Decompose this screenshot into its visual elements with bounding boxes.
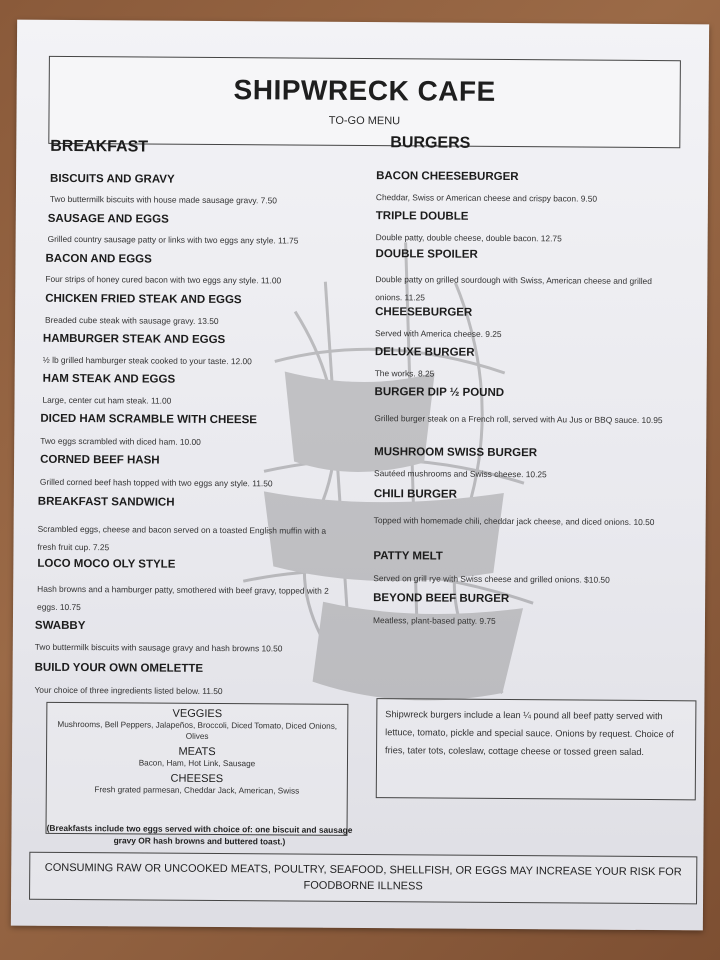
item-name: CHILI BURGER (373, 488, 457, 501)
item-name: BEYOND BEEF BURGER (373, 592, 510, 606)
title-box (48, 56, 681, 148)
item-desc: Double patty, double cheese, double bacon. 12.75 (375, 232, 562, 244)
burger-info-box (376, 698, 697, 800)
cheeses-list: Fresh grated parmesan, Cheddar Jack, American, Swiss (94, 785, 300, 796)
item-desc: ½ lb grilled hamburger steak cooked to your taste. 12.00 (42, 354, 252, 367)
burgers-column (376, 134, 696, 154)
item-name: CHICKEN FRIED STEAK AND EGGS (45, 292, 242, 307)
item-name: BURGER DIP ½ POUND (374, 386, 505, 400)
item-name: BUILD YOUR OWN OMELETTE (34, 661, 204, 675)
item-desc: Two eggs scrambled with diced ham. 10.00 (40, 435, 201, 447)
item-desc: The works. 8.25 (374, 368, 435, 379)
item-name: CORNED BEEF HASH (40, 453, 160, 467)
item-name: BISCUITS AND GRAVY (50, 172, 175, 186)
item-desc: Hash browns and a hamburger patty, smothered with beef gravy, topped with 2 eggs. 10.75 (37, 583, 329, 613)
item-desc: Four strips of honey cured bacon with two eggs any style. 11.00 (45, 273, 282, 286)
warning-text: CONSUMING RAW OR UNCOOKED MEATS, POULTRY, SEAFOOD, SHELLFISH, OR EGGS MAY INCREASE YOUR RISK FOR FOODBORNE ILLNESS (44, 861, 682, 893)
cheeses-heading: CHEESES (170, 772, 224, 786)
breakfast-item (50, 173, 175, 186)
item-desc: Your choice of three ingredients listed below. 11.50 (34, 684, 223, 697)
menu-paper (11, 20, 709, 931)
item-name: MUSHROOM SWISS BURGER (374, 446, 538, 460)
omelette-ingredients-box (45, 702, 348, 836)
veggies-list: Mushrooms, Bell Peppers, Jalapeños, Broccoli, Diced Tomato, Diced Onions, Olives (57, 719, 338, 741)
item-desc: Grilled burger steak on a French roll, served with Au Jus or BBQ sauce. 10.95 (374, 413, 663, 426)
item-name: CHEESEBURGER (375, 306, 473, 319)
item-name: HAMBURGER STEAK AND EGGS (42, 332, 226, 347)
item-name: SWABBY (34, 619, 86, 633)
item-name: LOCO MOCO OLY STYLE (37, 557, 176, 571)
item-desc: Two buttermilk biscuits with sausage gravy and hash browns 10.50 (34, 641, 283, 654)
item-name: BACON CHEESEBURGER (376, 170, 519, 184)
item-desc: Cheddar, Swiss or American cheese and crispy bacon. 9.50 (375, 192, 598, 204)
page-subtitle: TO-GO MENU (328, 114, 401, 128)
item-desc: Grilled country sausage patty or links with two eggs any style. 11.75 (47, 233, 299, 246)
page-title: SHIPWRECK CAFE (233, 74, 496, 107)
burgers-heading: BURGERS (390, 134, 471, 152)
item-desc: Two buttermilk biscuits with house made sausage gravy. 7.50 (49, 193, 277, 206)
breakfast-note: (Breakfasts include two eggs served with choice of: one biscuit and sausage gravy OR hash browns and buttered toast.) (46, 822, 353, 847)
item-name: BACON AND EGGS (45, 252, 152, 266)
item-desc: Double patty on grilled sourdough with Swiss, American cheese and grilled onions. 11.25 (375, 274, 652, 303)
breakfast-column (36, 138, 356, 158)
item-name: DICED HAM SCRAMBLE WITH CHEESE (40, 412, 258, 427)
item-name: BREAKFAST SANDWICH (37, 495, 175, 509)
item-name: TRIPLE DOUBLE (375, 210, 469, 223)
breakfast-heading: BREAKFAST (50, 137, 149, 156)
burger-note: Shipwreck burgers include a lean ¼ pound all beef patty served with lettuce, tomato, pickle and special sauce. Onions by request. Choice of fries, tater tots, coleslaw, cottage cheese or tossed green salad. (385, 709, 674, 757)
item-desc: Scrambled eggs, cheese and bacon served on a toasted English muffin with a fresh fruit cup. 7.25 (37, 523, 327, 553)
item-desc: Served with America cheese. 9.25 (374, 328, 502, 339)
item-desc: Topped with homemade chili, cheddar jack cheese, and diced onions. 10.50 (373, 515, 655, 528)
veggies-heading: VEGGIES (172, 707, 223, 721)
item-desc: Grilled corned beef hash topped with two eggs any style. 11.50 (39, 476, 273, 489)
item-name: PATTY MELT (373, 550, 443, 563)
item-desc: Breaded cube steak with sausage gravy. 13.50 (45, 314, 219, 327)
item-desc: Served on grill rye with Swiss cheese and grilled onions. $10.50 (373, 573, 610, 585)
item-desc: Meatless, plant-based patty. 9.75 (372, 615, 496, 626)
meats-heading: MEATS (178, 745, 216, 758)
item-name: DELUXE BURGER (374, 346, 475, 359)
item-desc: Sautéed mushrooms and Swiss cheese. 10.25 (373, 468, 547, 480)
item-desc: Large, center cut ham steak. 11.00 (42, 394, 172, 406)
item-name: SAUSAGE AND EGGS (47, 212, 169, 226)
food-safety-warning (29, 852, 697, 905)
meats-list: Bacon, Ham, Hot Link, Sausage (138, 758, 256, 769)
item-name: HAM STEAK AND EGGS (42, 372, 176, 386)
item-name: DOUBLE SPOILER (375, 248, 478, 261)
